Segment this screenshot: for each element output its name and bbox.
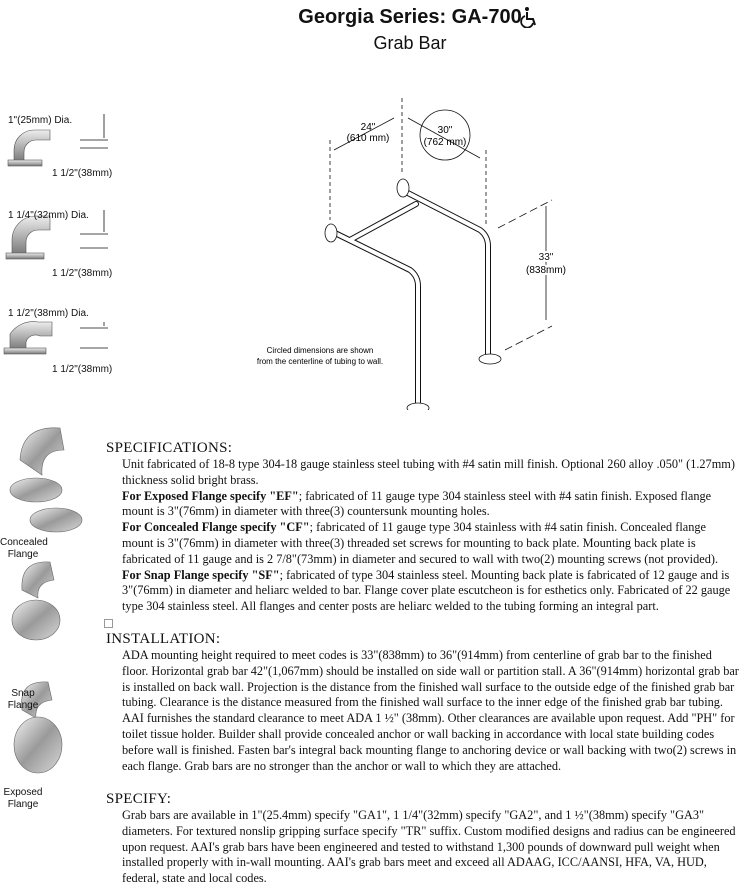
specifications-text: Unit fabricated of 18-8 type 304-18 gauge stainless steel tubing with #4 satin mill finish. Optional 260 alloy .050" (1.27mm) thickness solid bright brass. [122,457,735,487]
specify-text: Grab bars are available in 1"(25.4mm) specify "GA1", 1 1/4"(32mm) specify "GA2", and 1 ½"(38mm) specify "GA3" diameters. For textured nonslip gripping surface specify "TR" suffix. Custom modified designs and radius can be engineered upon request. AAI's grab bars have been engineered and tested to withstand 1,300 pounds of downward pull weight when installed properly with in-wall mounting. AAI's grab bars meet and exceed all ADAAG, ICC/AANSI, HFA, VA, HUD, federal, state and local codes. [122,808,736,886]
profile-clearance: 1 1/2"(38mm) [52,168,113,179]
profile-clearance: 1 1/2"(38mm) [52,364,113,375]
flange-photos [0,420,100,810]
diagram-note-1: Circled dimensions are shown [266,346,374,355]
dim-24-mm: (610 mm) [346,133,390,144]
profile-diameter: 1 1/4"(32mm) Dia. [8,210,89,221]
exposed-flange-spec: For Exposed Flange specify "EF"; fabricated of 11 gauge type 304 stainless steel with #4 satin finish. Exposed flange mount is 3"(76mm) in diameter with three(3) countersunk mounting holes. [122,488,712,519]
profile-drawings [0,110,120,380]
concealed-flange-spec: For Concealed Flange specify "CF"; fabricated of 11 gauge type 304 stainless with #4 satin finish. Concealed flange mount is 3"(76mm) in diameter with three(3) threaded set screws for mounting to back plate. Mounting back plate is fabricated of 11 gauge and is 2 7/8"(73mm) in diameter and secured to wall with two(2) mounting screws (not provided). [122,520,719,566]
specifications-heading: SPECIFICATIONS: [106,440,233,456]
installation-section [106,631,740,774]
diagram-note-2: from the centerline of tubing to wall. [256,357,384,366]
specifications-section [106,440,740,615]
flange-caption-snap: Snap Flange [7,688,39,711]
flange-caption-concealed: Concealed Flange [0,537,48,560]
placeholder-box [104,619,113,628]
dim-30-mm: (762 mm) [423,137,467,148]
flange-caption-exposed: Exposed Flange [3,787,43,810]
dim-30: 30" [437,125,453,136]
profile-diameter: 1 1/2"(38mm) Dia. [8,308,89,319]
wheelchair-icon [520,6,540,28]
snap-flange-spec: For Snap Flange specify "SF"; fabricated of type 304 stainless steel. Mounting back plate is fabricated of 12 gauge and is 3"(76mm) in diameter and heliarc welded to bar. Flange cover plate escutcheon is for esthetics only. Fabricated of 22 gauge type 304 stainless steel. All flanges and center posts are heliarc welded to the tubing forming an integral part. [122,567,731,614]
profile-diameter: 1"(25mm) Dia. [8,115,73,126]
dim-33-mm: (838mm) [525,265,567,276]
installation-heading: INSTALLATION: [106,631,221,647]
specify-heading: SPECIFY: [106,791,172,807]
profile-clearance: 1 1/2"(38mm) [52,268,113,279]
specify-section [106,791,740,887]
page-title: Georgia Series: GA-700 [298,6,522,28]
dim-33: 33" [538,252,554,263]
page-subtitle: Grab Bar [373,33,447,53]
installation-text: ADA mounting height required to meet codes is 33"(838mm) to 36"(914mm) from centerline of grab bar to the finished floor. Horizontal grab bar 42"(1,067mm) should be installed on side wall or partition stall. A 36"(914mm) horizontal grab bar is installed on back wall. Projection is the distance from the finished wall surface to the outside edge of the finished grab bar tubing. Clearance is the distance measured from the finished wall surface to the inner edge of the finished grab bar tubing. AAI furnishes the standard clearance to meet ADA 1 ½" (38mm). Other clearances are available upon request. Add "PH" for toilet tissue holder. Builder shall provide concealed anchor or wall backing in accordance with local state building codes before wall is finished. Fasten bar's integral back mounting flange to anchoring device or wall backing with two(2) screws in each flange. Grab bars are no stronger than the anchor or wall to which they are attached. [122,648,739,773]
grab-bar-diagram [240,90,580,410]
dim-24: 24" [360,122,376,133]
